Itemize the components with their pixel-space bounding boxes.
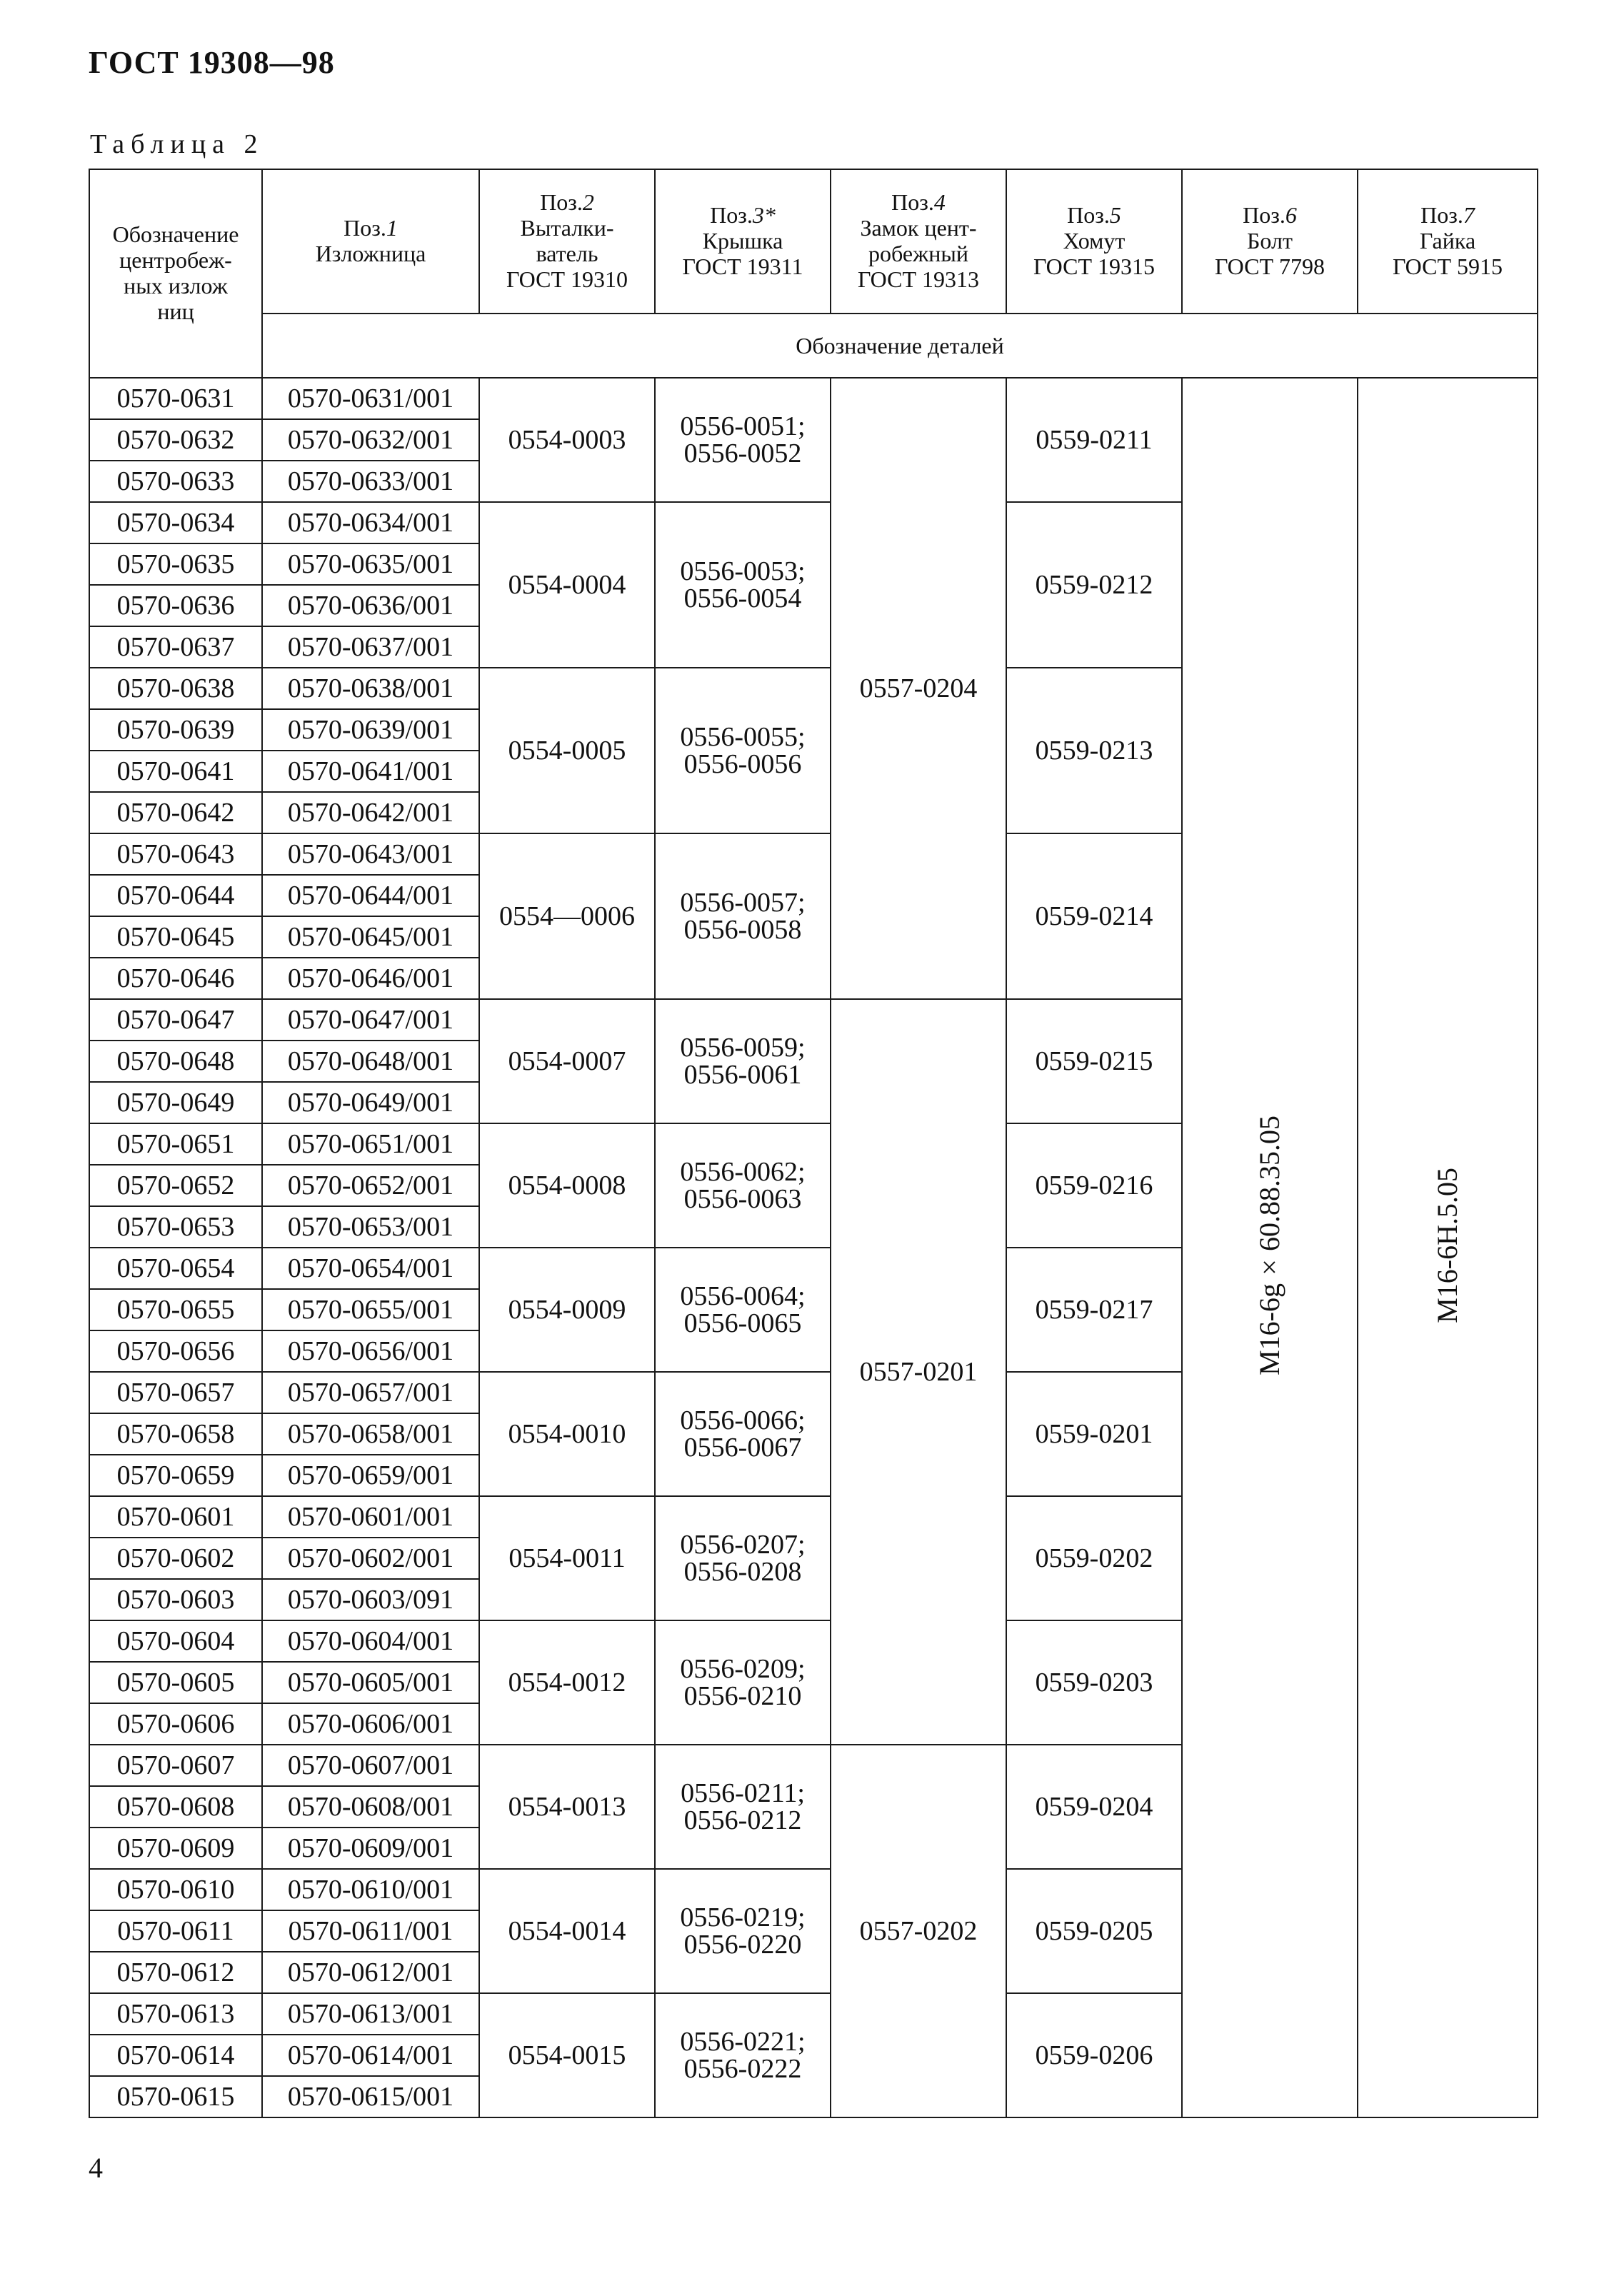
header-line: робежный	[868, 241, 968, 266]
mold-part-cell: 0570-0651/001	[262, 1123, 479, 1165]
mold-designation-cell: 0570-0657	[89, 1372, 262, 1413]
lid-line: 0556-0207;	[680, 1530, 806, 1560]
pos-prefix: Поз.	[540, 189, 583, 216]
lid-line: 0556-0053;	[680, 556, 806, 586]
header-line: Замок цент-	[860, 215, 977, 241]
pos-number: 4	[933, 189, 946, 216]
header-mold-designation	[89, 169, 262, 378]
mold-part-cell: 0570-0656/001	[262, 1330, 479, 1372]
header-pos-4	[831, 169, 1006, 314]
lid-line: 0556-0052	[683, 438, 802, 468]
mold-part-cell: 0570-0649/001	[262, 1082, 479, 1123]
mold-designation-cell: 0570-0602	[89, 1538, 262, 1579]
pos-prefix: Поз.	[710, 202, 753, 229]
mold-part-cell: 0570-0635/001	[262, 543, 479, 585]
pos-prefix: Поз.	[1243, 202, 1285, 229]
mold-part-cell: 0570-0632/001	[262, 419, 479, 461]
lid-line: 0556-0208	[683, 1557, 802, 1587]
mold-designation-cell: 0570-0644	[89, 875, 262, 916]
mold-part-cell: 0570-0631/001	[262, 378, 479, 419]
lid-line: 0556-0058	[683, 915, 802, 945]
mold-designation-cell: 0570-0659	[89, 1455, 262, 1496]
lid-cell	[655, 502, 831, 668]
header-line: ГОСТ 7798	[1214, 253, 1325, 279]
header-line: Обозначение	[112, 221, 239, 248]
lid-cell	[655, 1993, 831, 2117]
header-pos-2	[479, 169, 655, 314]
mold-part-cell: 0570-0637/001	[262, 626, 479, 668]
header-line: Хомут	[1063, 228, 1126, 254]
clamp-cell: 0559-0214	[1006, 833, 1182, 999]
lid-line: 0556-0222	[683, 2054, 802, 2084]
mold-designation-cell: 0570-0641	[89, 751, 262, 792]
ejector-cell: 0554-0012	[479, 1620, 655, 1745]
clamp-cell: 0559-0201	[1006, 1372, 1182, 1496]
lock-cell: 0557-0201	[831, 999, 1006, 1745]
clamp-cell: 0559-0215	[1006, 999, 1182, 1123]
clamp-cell: 0559-0205	[1006, 1869, 1182, 1993]
pos-label	[263, 216, 478, 241]
mold-designation-cell: 0570-0652	[89, 1165, 262, 1206]
mold-designation-cell: 0570-0653	[89, 1206, 262, 1248]
header-line: Изложница	[315, 241, 426, 266]
mold-part-cell: 0570-0611/001	[262, 1910, 479, 1952]
header-line: ГОСТ 19310	[506, 266, 628, 292]
header-pos-1	[262, 169, 479, 314]
clamp-cell: 0559-0211	[1006, 378, 1182, 502]
lid-cell	[655, 1745, 831, 1869]
ejector-cell: 0554-0005	[479, 668, 655, 833]
mold-designation-cell: 0570-0638	[89, 668, 262, 709]
mold-designation-cell: 0570-0606	[89, 1703, 262, 1745]
header-line: ватель	[536, 241, 598, 266]
pos-label	[480, 190, 654, 216]
mold-part-cell: 0570-0655/001	[262, 1289, 479, 1330]
pos-prefix: Поз.	[1067, 202, 1110, 229]
document-title: ГОСТ 19308—98	[89, 45, 335, 80]
mold-part-cell: 0570-0604/001	[262, 1620, 479, 1662]
clamp-cell: 0559-0213	[1006, 668, 1182, 833]
header-line: ГОСТ 5915	[1392, 253, 1503, 279]
mold-part-cell: 0570-0644/001	[262, 875, 479, 916]
pos-prefix: Поз.	[891, 189, 934, 216]
lid-line: 0556-0220	[683, 1930, 802, 1960]
mold-designation-cell: 0570-0631	[89, 378, 262, 419]
mold-part-cell: 0570-0603/091	[262, 1579, 479, 1620]
lid-line: 0556-0067	[683, 1433, 802, 1463]
ejector-cell: 0554-0010	[479, 1372, 655, 1496]
mold-designation-cell: 0570-0609	[89, 1828, 262, 1869]
mold-designation-cell: 0570-0604	[89, 1620, 262, 1662]
mold-part-cell: 0570-0645/001	[262, 916, 479, 958]
ejector-cell: 0554—0006	[479, 833, 655, 999]
header-line: Выталки-	[520, 215, 614, 241]
lid-line: 0556-0057;	[680, 888, 806, 918]
mold-part-cell: 0570-0615/001	[262, 2076, 479, 2117]
mold-part-cell: 0570-0634/001	[262, 502, 479, 543]
mold-designation-cell: 0570-0637	[89, 626, 262, 668]
mold-designation-cell: 0570-0610	[89, 1869, 262, 1910]
lock-cell: 0557-0204	[831, 378, 1006, 999]
mold-part-cell: 0570-0658/001	[262, 1413, 479, 1455]
header-line: ГОСТ 19315	[1033, 253, 1156, 279]
lid-line: 0556-0064;	[680, 1281, 806, 1311]
mold-part-cell: 0570-0647/001	[262, 999, 479, 1041]
lid-line: 0556-0209;	[680, 1654, 806, 1684]
clamp-cell: 0559-0204	[1006, 1745, 1182, 1869]
lid-line: 0556-0051;	[680, 411, 806, 441]
clamp-cell: 0559-0216	[1006, 1123, 1182, 1248]
mold-designation-cell: 0570-0634	[89, 502, 262, 543]
header-line: ГОСТ 19313	[857, 266, 980, 292]
lid-line: 0556-0065	[683, 1308, 802, 1338]
pos-label	[656, 203, 830, 229]
mold-part-cell: 0570-0646/001	[262, 958, 479, 999]
mold-designation-cell: 0570-0655	[89, 1289, 262, 1330]
mold-part-cell: 0570-0639/001	[262, 709, 479, 751]
header-line: ниц	[157, 298, 194, 324]
mold-designation-cell: 0570-0612	[89, 1952, 262, 1993]
mold-part-cell: 0570-0648/001	[262, 1041, 479, 1082]
mold-designation-cell: 0570-0646	[89, 958, 262, 999]
mold-designation-cell: 0570-0636	[89, 585, 262, 626]
ejector-cell: 0554-0009	[479, 1248, 655, 1372]
mold-part-cell: 0570-0610/001	[262, 1869, 479, 1910]
mold-designation-cell: 0570-0611	[89, 1910, 262, 1952]
mold-designation-cell: 0570-0614	[89, 2035, 262, 2076]
lid-cell	[655, 668, 831, 833]
mold-part-cell: 0570-0654/001	[262, 1248, 479, 1289]
mold-part-cell: 0570-0613/001	[262, 1993, 479, 2035]
mold-designation-cell: 0570-0643	[89, 833, 262, 875]
pos-label	[1007, 203, 1181, 229]
lid-cell	[655, 999, 831, 1123]
lid-line: 0556-0219;	[680, 1903, 806, 1932]
mold-part-cell: 0570-0657/001	[262, 1372, 479, 1413]
pos-number: 6	[1285, 202, 1297, 229]
lid-cell	[655, 1869, 831, 1993]
clamp-cell: 0559-0212	[1006, 502, 1182, 668]
clamp-cell: 0559-0217	[1006, 1248, 1182, 1372]
ejector-cell: 0554-0008	[479, 1123, 655, 1248]
header-pos-5	[1006, 169, 1182, 314]
mold-designation-cell: 0570-0605	[89, 1662, 262, 1703]
mold-part-cell: 0570-0614/001	[262, 2035, 479, 2076]
header-pos-7	[1358, 169, 1538, 314]
table-caption: Таблица 2	[90, 129, 264, 159]
lid-line: 0556-0054	[683, 583, 802, 613]
mold-part-cell: 0570-0659/001	[262, 1455, 479, 1496]
ejector-cell: 0554-0011	[479, 1496, 655, 1620]
lid-line: 0556-0056	[683, 749, 802, 779]
lid-cell	[655, 1372, 831, 1496]
pos-number: 3*	[752, 202, 776, 229]
header-line: Крышка	[702, 228, 783, 254]
lid-line: 0556-0061	[683, 1060, 802, 1090]
lid-cell	[655, 833, 831, 999]
lid-line: 0556-0221;	[680, 2027, 806, 2057]
lid-cell	[655, 1248, 831, 1372]
table-header-row	[89, 169, 1538, 314]
mold-part-cell: 0570-0602/001	[262, 1538, 479, 1579]
mold-designation-cell: 0570-0635	[89, 543, 262, 585]
mold-part-cell: 0570-0642/001	[262, 792, 479, 833]
lid-cell	[655, 378, 831, 502]
clamp-cell: 0559-0206	[1006, 1993, 1182, 2117]
mold-part-cell: 0570-0601/001	[262, 1496, 479, 1538]
mold-designation-cell: 0570-0608	[89, 1786, 262, 1828]
mold-part-cell: 0570-0641/001	[262, 751, 479, 792]
ejector-cell: 0554-0014	[479, 1869, 655, 1993]
mold-part-cell: 0570-0652/001	[262, 1165, 479, 1206]
pos-label	[1358, 203, 1537, 229]
nut-cell	[1358, 378, 1538, 2117]
pos-label	[1183, 203, 1357, 229]
mold-designation-cell: 0570-0603	[89, 1579, 262, 1620]
mold-part-cell: 0570-0608/001	[262, 1786, 479, 1828]
bolt-designation: M16-6g×60.88.35.05	[1253, 1115, 1285, 1375]
lid-line: 0556-0063	[683, 1184, 802, 1214]
mold-part-cell: 0570-0612/001	[262, 1952, 479, 1993]
mold-part-cell: 0570-0636/001	[262, 585, 479, 626]
mold-designation-cell: 0570-0639	[89, 709, 262, 751]
header-line: ных излож	[124, 273, 228, 299]
mold-designation-cell: 0570-0632	[89, 419, 262, 461]
ejector-cell: 0554-0015	[479, 1993, 655, 2117]
lid-line: 0556-0210	[683, 1681, 802, 1711]
nut-designation: M16-6H.5.05	[1431, 1167, 1463, 1323]
page-number: 4	[89, 2152, 103, 2184]
pos-number: 7	[1463, 202, 1475, 229]
mold-designation-cell: 0570-0642	[89, 792, 262, 833]
subheader-parts-designation: Обозначение деталей	[262, 314, 1538, 378]
lid-line: 0556-0059;	[680, 1033, 806, 1063]
pos-number: 1	[386, 215, 398, 241]
mold-designation-cell: 0570-0647	[89, 999, 262, 1041]
pos-prefix: Поз.	[1420, 202, 1463, 229]
mold-designation-cell: 0570-0601	[89, 1496, 262, 1538]
mold-part-cell: 0570-0607/001	[262, 1745, 479, 1786]
mold-designation-cell: 0570-0649	[89, 1082, 262, 1123]
pos-label	[831, 190, 1006, 216]
mold-part-cell: 0570-0605/001	[262, 1662, 479, 1703]
mold-part-cell: 0570-0606/001	[262, 1703, 479, 1745]
header-line: центробеж-	[119, 247, 232, 274]
mold-part-cell: 0570-0609/001	[262, 1828, 479, 1869]
header-line: Болт	[1247, 228, 1293, 254]
parts-table	[89, 169, 1538, 2118]
lock-cell: 0557-0202	[831, 1745, 1006, 2117]
mold-part-cell: 0570-0643/001	[262, 833, 479, 875]
mold-designation-cell: 0570-0613	[89, 1993, 262, 2035]
mold-designation-cell: 0570-0651	[89, 1123, 262, 1165]
header-pos-3	[655, 169, 831, 314]
lid-line: 0556-0212	[683, 1805, 802, 1835]
lid-line: 0556-0066;	[680, 1405, 806, 1435]
mold-designation-cell: 0570-0615	[89, 2076, 262, 2117]
mold-designation-cell: 0570-0648	[89, 1041, 262, 1082]
ejector-cell: 0554-0004	[479, 502, 655, 668]
lid-line: 0556-0211;	[681, 1778, 805, 1808]
mold-designation-cell: 0570-0658	[89, 1413, 262, 1455]
mold-designation-cell: 0570-0656	[89, 1330, 262, 1372]
pos-number: 2	[582, 189, 594, 216]
header-line: ГОСТ 19311	[682, 253, 803, 279]
table-row	[89, 378, 1538, 419]
lid-line: 0556-0062;	[680, 1157, 806, 1187]
clamp-cell: 0559-0202	[1006, 1496, 1182, 1620]
header-pos-6	[1182, 169, 1358, 314]
ejector-cell: 0554-0003	[479, 378, 655, 502]
table-subheader-row	[89, 314, 1538, 378]
lid-line: 0556-0055;	[680, 722, 806, 752]
ejector-cell: 0554-0013	[479, 1745, 655, 1869]
lid-cell	[655, 1496, 831, 1620]
lid-cell	[655, 1620, 831, 1745]
mold-part-cell: 0570-0653/001	[262, 1206, 479, 1248]
header-line: Гайка	[1419, 228, 1476, 254]
mold-designation-cell: 0570-0654	[89, 1248, 262, 1289]
mold-part-cell: 0570-0633/001	[262, 461, 479, 502]
table-body	[89, 169, 1538, 2117]
bolt-cell	[1182, 378, 1358, 2117]
ejector-cell: 0554-0007	[479, 999, 655, 1123]
lid-cell	[655, 1123, 831, 1248]
pos-prefix: Поз.	[344, 215, 386, 241]
pos-number: 5	[1109, 202, 1121, 229]
mold-part-cell: 0570-0638/001	[262, 668, 479, 709]
mold-designation-cell: 0570-0645	[89, 916, 262, 958]
clamp-cell: 0559-0203	[1006, 1620, 1182, 1745]
mold-designation-cell: 0570-0633	[89, 461, 262, 502]
mold-designation-cell: 0570-0607	[89, 1745, 262, 1786]
